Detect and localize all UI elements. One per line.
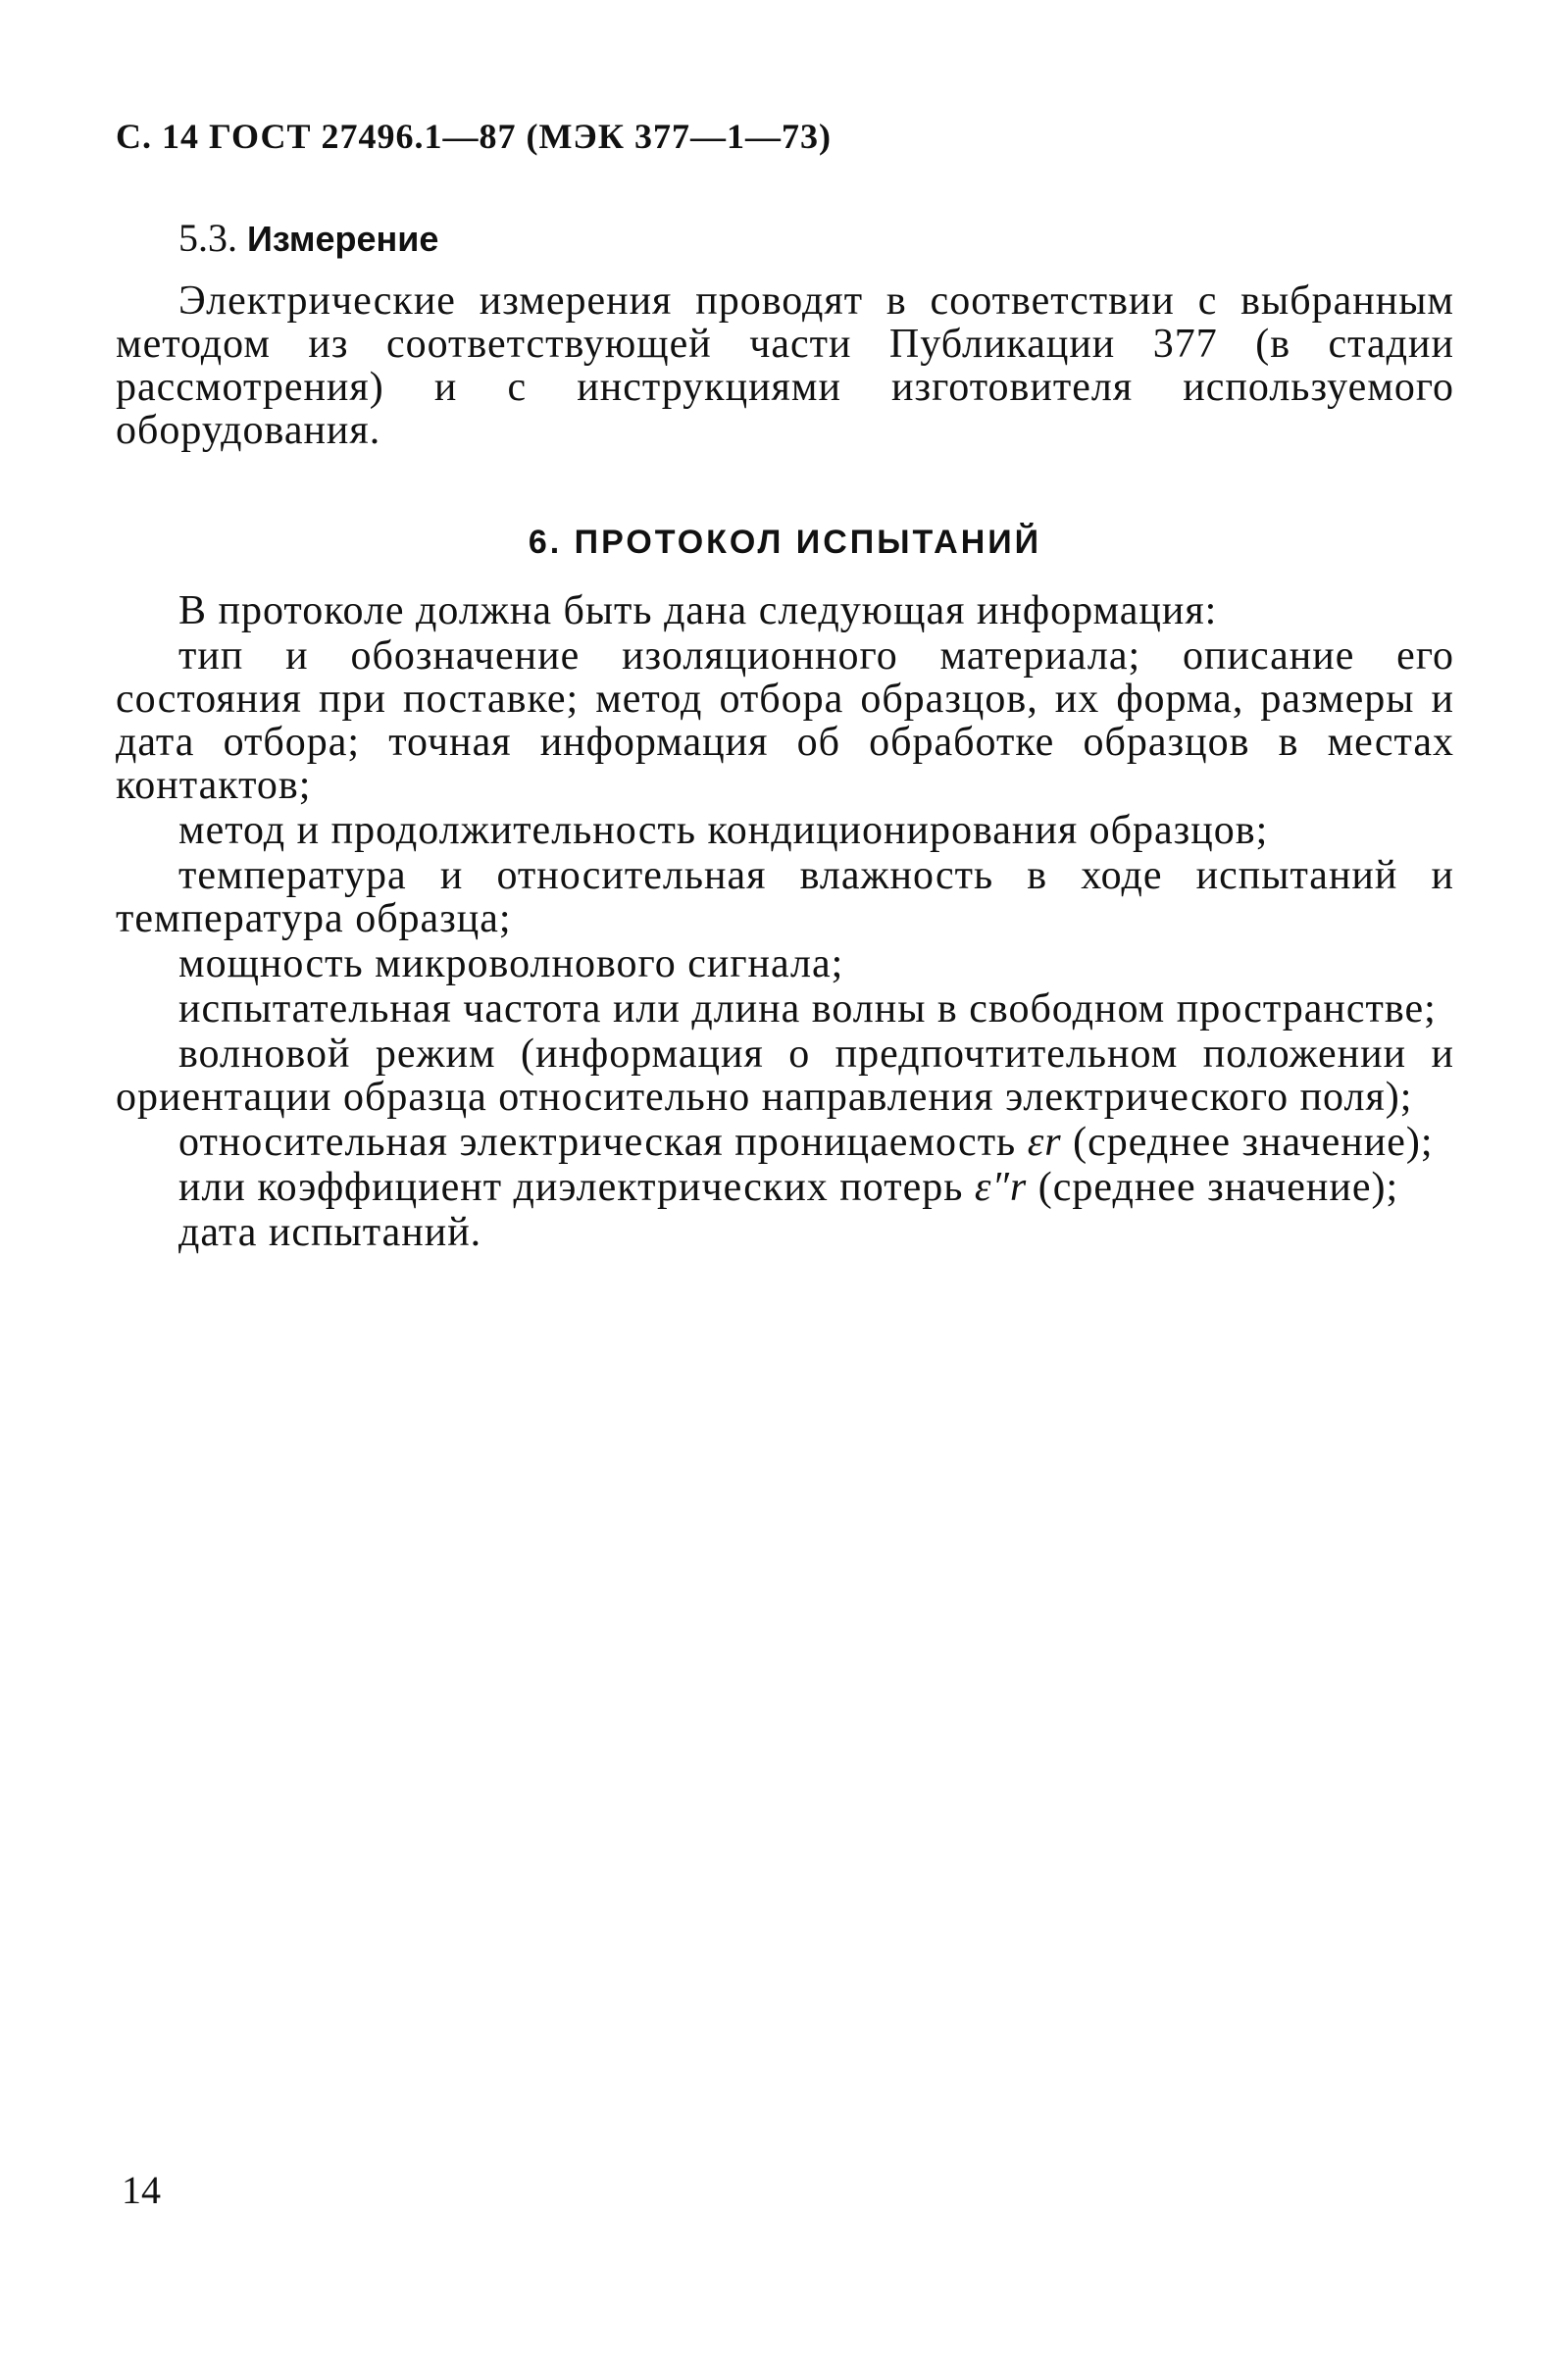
- list-item: метод и продолжительность кондиционирования образцов;: [178, 808, 1269, 853]
- permittivity-text-after: (среднее значение);: [1061, 1120, 1434, 1165]
- loss-text-before: или коэффициент диэлектрических потерь: [178, 1165, 975, 1210]
- list-item-permittivity: [116, 1121, 1454, 1164]
- running-header: С. 14 ГОСТ 27496.1—87 (МЭК 377—1—73): [116, 117, 832, 156]
- permittivity-symbol: εr: [1027, 1120, 1062, 1165]
- page-content: [116, 212, 1454, 1254]
- permittivity-text-before: относительная электрическая проницаемость: [178, 1120, 1028, 1165]
- page-number: 14: [122, 2168, 161, 2212]
- section-6-heading: 6. ПРОТОКОЛ ИСПЫТАНИЙ: [528, 524, 1042, 561]
- list-item: тип и обозначение изоляционного материала; описание его состояния при поставке; метод отбора образцов, их форма, размеры и дата отбора; точная информация об обработке образцов в местах контактов;: [116, 633, 1454, 808]
- list-item-test-date: дата испытаний.: [178, 1210, 482, 1255]
- list-item-loss-factor: [116, 1166, 1454, 1209]
- list-item: волновой режим (информация о предпочтительном положении и ориентации образца относительно направления электрического поля);: [116, 1032, 1454, 1120]
- list-item: испытательная частота или длина волны в свободном пространстве;: [178, 986, 1437, 1032]
- section-6-intro: В протоколе должна быть дана следующая информация:: [178, 588, 1218, 633]
- loss-symbol: ε″r: [974, 1165, 1028, 1210]
- section-5-3-heading: [178, 212, 1454, 266]
- section-5-3-text: Электрические измерения проводят в соответствии с выбранным методом из соответствующей части Публикации 377 (в стадии рассмотрения) и с инструкциями изготовителя используемого оборудования.: [116, 278, 1454, 453]
- section-5-3-number: 5.3.: [178, 216, 237, 260]
- section-5-3-title: Измерение: [247, 219, 439, 259]
- loss-text-after: (среднее значение);: [1027, 1165, 1399, 1210]
- list-item: мощность микроволнового сигнала;: [178, 941, 844, 986]
- list-item: температура и относительная влажность в ходе испытаний и температура образца;: [116, 853, 1454, 941]
